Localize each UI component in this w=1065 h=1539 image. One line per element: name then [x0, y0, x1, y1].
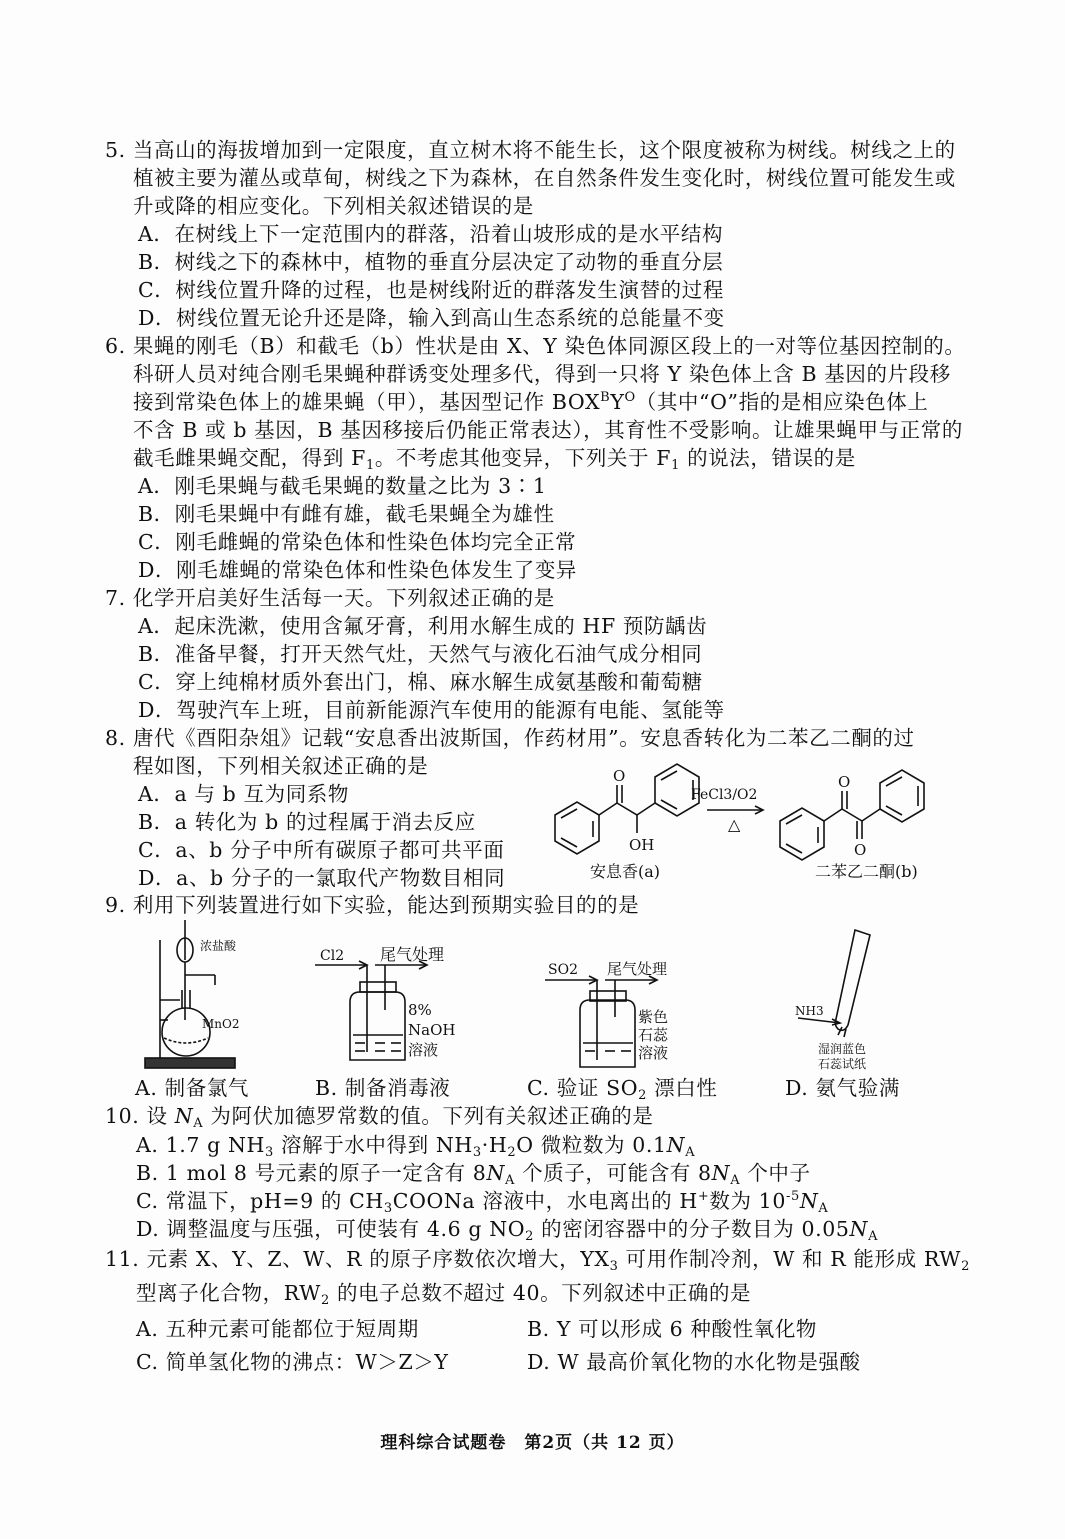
q6-option-c: C．刚毛雌蝇的常染色体和性染色体均完全正常: [138, 530, 577, 554]
text-segment: 接到常染色体上的雄果蝇（甲），基因型记作 BOX: [133, 390, 601, 414]
subscript: 3: [472, 1145, 482, 1160]
gas-label: NH3: [795, 1004, 824, 1018]
indicator-label: 溶液: [638, 1044, 669, 1062]
text-segment: 溶解于水中得到 NH: [273, 1133, 473, 1157]
q6-option-a: A．刚毛果蝇与截毛果蝇的数量之比为 3∶1: [138, 474, 547, 498]
text-segment: 型离子化合物，RW: [136, 1281, 321, 1305]
q6-stem-line: 不含 B 或 b 基因，B 基因移接后仍能正常表达），其育性不受影响。让雄果蝇甲与正常的: [133, 418, 963, 442]
gas-label: SO2: [548, 962, 578, 978]
q11-option-a: A. 五种元素可能都位于短周期: [136, 1317, 419, 1341]
reaction-scheme-figure: [525, 755, 925, 890]
q8-stem-line: 8. 唐代《酉阳杂俎》记载“安息香出波斯国，作药材用”。安息香转化为二苯乙二酮的过: [105, 726, 915, 750]
compound-a-name: 安息香(a): [590, 862, 661, 881]
q10-option-a: [136, 1131, 695, 1159]
paper-label: 湿润蓝色: [818, 1042, 867, 1056]
text-segment: 数为 10: [709, 1189, 786, 1213]
q5-option-c: C．树线位置升降的过程，也是树线附近的群落发生演替的过程: [138, 278, 724, 302]
carbonyl-o-label: O: [854, 841, 867, 859]
q7-option-c: C．穿上纯棉材质外套出门，棉、麻水解生成氨基酸和葡萄糖: [138, 670, 703, 694]
subscript: 2: [525, 1229, 535, 1244]
italic-symbol: N: [666, 1133, 686, 1157]
q6-stem-line: [133, 388, 929, 416]
q5-stem-line: 升或降的相应变化。下列相关叙述错误的是: [133, 194, 534, 218]
text-segment: 可用作制冷剂，W 和 R 能形成 RW: [618, 1247, 962, 1271]
subscript: 2: [638, 1088, 648, 1103]
subscript: A: [193, 1116, 204, 1131]
q6-option-b: B．刚毛果蝇中有雌有雄，截毛果蝇全为雄性: [138, 502, 555, 526]
text-segment: 的电子总数不超过 40。下列叙述中正确的是: [329, 1281, 752, 1305]
italic-symbol: N: [174, 1104, 194, 1128]
text-segment: 个质子，可能含有 8: [514, 1161, 712, 1185]
heat-symbol: △: [728, 815, 741, 834]
text-segment: 漂白性: [647, 1076, 718, 1100]
subscript: 3: [383, 1201, 393, 1216]
text-segment: 10. 设: [105, 1104, 175, 1128]
text-segment: 的密闭容器中的分子数目为 0.05: [534, 1217, 850, 1241]
tail-gas-label: 尾气处理: [380, 945, 445, 964]
reagent-label: NaOH: [408, 1021, 456, 1039]
italic-symbol: N: [711, 1161, 731, 1185]
subscript: 3: [265, 1145, 274, 1160]
apparatus-b-figure: [315, 940, 465, 1070]
carbonyl-o-label: O: [838, 773, 851, 791]
italic-symbol: N: [849, 1217, 869, 1241]
q9-option-b: [315, 1074, 450, 1102]
q11-stem-line: [136, 1279, 751, 1307]
q11-option-b: B. Y 可以形成 6 种酸性氧化物: [527, 1317, 818, 1341]
mno2-label: MnO2: [202, 1017, 240, 1031]
text-segment: 个中子: [740, 1161, 811, 1185]
q10-option-b: [136, 1159, 811, 1187]
text-segment: COONa 溶液中，水电离出的 H: [392, 1189, 698, 1213]
q5-stem-line: 植被主要为灌丛或草甸，树线之下为森林，在自然条件发生变化时，树线位置可能发生或: [133, 166, 956, 190]
subscript: 2: [320, 1293, 330, 1308]
q10-option-c: [136, 1187, 828, 1215]
apparatus-d-figure: [790, 925, 900, 1075]
q5-stem-line: 5. 当高山的海拔增加到一定限度，直立树木将不能生长，这个限度被称为树线。树线之上的: [105, 138, 956, 162]
text-segment: ·H: [481, 1133, 508, 1157]
compound-b-name: 二苯乙二酮(b): [815, 862, 918, 881]
tail-gas-label: 尾气处理: [607, 960, 668, 978]
q7-stem-line: 7. 化学开启美好生活每一天。下列叙述正确的是: [105, 586, 555, 610]
q6-stem-line: [133, 444, 856, 472]
q9-option-d: D. 氨气验满: [785, 1076, 900, 1100]
indicator-label: 紫色: [638, 1008, 669, 1026]
text-segment: Y: [610, 390, 625, 414]
subscript: A: [730, 1173, 741, 1188]
text-segment: B. 1 mol 8 号元素的原子一定含有 8: [136, 1161, 487, 1185]
text-segment: C. 验证 SO: [527, 1076, 639, 1100]
subscript: 1: [671, 458, 680, 473]
superscript: +: [697, 1189, 710, 1204]
q7-option-a: A．起床洗漱，使用含氟牙膏，利用水解生成的 HF 预防龋齿: [138, 614, 708, 638]
q7-option-b: B．准备早餐，打开天然气灶，天然气与液化石油气成分相同: [138, 642, 703, 666]
superscript: B: [600, 390, 611, 405]
gas-label: Cl2: [320, 948, 345, 964]
q5-option-a: A．在树线上下一定范围内的群落，沿着山坡形成的是水平结构: [138, 222, 724, 246]
carbonyl-o-label: O: [613, 767, 626, 785]
text-segment: 11. 元素 X、Y、Z、W、R 的原子序数依次增大，YX: [105, 1247, 610, 1271]
text-segment: C. 常温下，pH=9 的 CH: [136, 1189, 384, 1213]
subscript: 3: [609, 1259, 619, 1274]
q9-option-a: A. 制备氯气: [135, 1076, 250, 1100]
q8-option-a: A．a 与 b 互为同系物: [138, 782, 349, 806]
text-segment: （其中“O”指的是相应染色体上: [635, 390, 929, 414]
q6-option-d: D．刚毛雄蝇的常染色体和性染色体发生了变异: [138, 558, 578, 582]
hydroxyl-label: OH: [629, 836, 655, 854]
q9-stem-line: 9. 利用下列装置进行如下实验，能达到预期实验目的的是: [105, 893, 640, 917]
q9-option-c: [527, 1074, 717, 1102]
subscript: A: [504, 1173, 515, 1188]
text-segment: O 微粒数为 0.1: [516, 1133, 667, 1157]
indicator-label: 石蕊: [638, 1026, 669, 1044]
text-segment: 为阿伏加德罗常数的值。下列有关叙述正确的是: [203, 1104, 654, 1128]
text-segment: B. 制备消毒液: [315, 1076, 451, 1100]
q11-option-c: C. 简单氢化物的沸点：W＞Z＞Y: [136, 1350, 449, 1374]
q6-stem-line: 科研人员对纯合刚毛果蝇种群诱变处理多代，得到一只将 Y 染色体上含 B 基因的片段移: [133, 362, 951, 386]
text-segment: D. 调整温度与压强，可使装有 4.6 g NO: [136, 1217, 526, 1241]
solution-label: 溶液: [408, 1041, 439, 1059]
q8-option-d: D．a、b 分子的一氯取代产物数目相同: [138, 866, 506, 890]
text-segment: A. 1.7 g NH: [136, 1133, 266, 1157]
text-segment: 的说法，错误的是: [679, 446, 856, 470]
q6-stem-line: 6. 果蝇的刚毛（B）和截毛（b）性状是由 X、Y 染色体同源区段上的一对等位基因控制的。: [105, 334, 966, 358]
text-segment: 截毛雌果蝇交配，得到 F: [133, 446, 366, 470]
text-segment: 。不考虑其他变异，下列关于 F: [374, 446, 672, 470]
subscript: 2: [961, 1259, 970, 1274]
q8-option-c: C．a、b 分子中所有碳原子都可共平面: [138, 838, 505, 862]
superscript: O: [624, 390, 636, 405]
apparatus-c-figure: [545, 955, 695, 1075]
reagent-label: FeCl3/O2: [691, 787, 758, 803]
q5-option-d: D．树线位置无论升还是降，输入到高山生态系统的总能量不变: [138, 306, 725, 330]
italic-symbol: N: [486, 1161, 505, 1185]
subscript: 1: [365, 458, 375, 473]
q10-stem-line: [105, 1102, 654, 1130]
subscript: A: [868, 1229, 879, 1244]
q5-option-b: B．树线之下的森林中，植物的垂直分层决定了动物的垂直分层: [138, 250, 724, 274]
concentration-label: 8%: [408, 1001, 432, 1019]
subscript: A: [818, 1201, 829, 1216]
q11-option-d: D. W 最高价氧化物的水化物是强酸: [527, 1350, 861, 1374]
q10-option-d: [136, 1215, 878, 1243]
italic-symbol: N: [799, 1189, 819, 1213]
apparatus-a-figure: [140, 920, 250, 1075]
acid-label: 浓盐酸: [200, 939, 237, 953]
superscript: -5: [785, 1189, 800, 1204]
q8-stem-line: 程如图，下列相关叙述正确的是: [133, 754, 429, 778]
subscript: 2: [507, 1145, 517, 1160]
q11-stem-line: [105, 1245, 970, 1273]
q7-option-d: D．驾驶汽车上班，目前新能源汽车使用的能源有电能、氢能等: [138, 698, 725, 722]
paper-label: 石蕊试纸: [818, 1057, 867, 1071]
q8-option-b: B．a 转化为 b 的过程属于消去反应: [138, 810, 476, 834]
subscript: A: [685, 1145, 696, 1160]
page-footer: 理科综合试题卷 第2页（共 12 页）: [380, 1433, 685, 1453]
